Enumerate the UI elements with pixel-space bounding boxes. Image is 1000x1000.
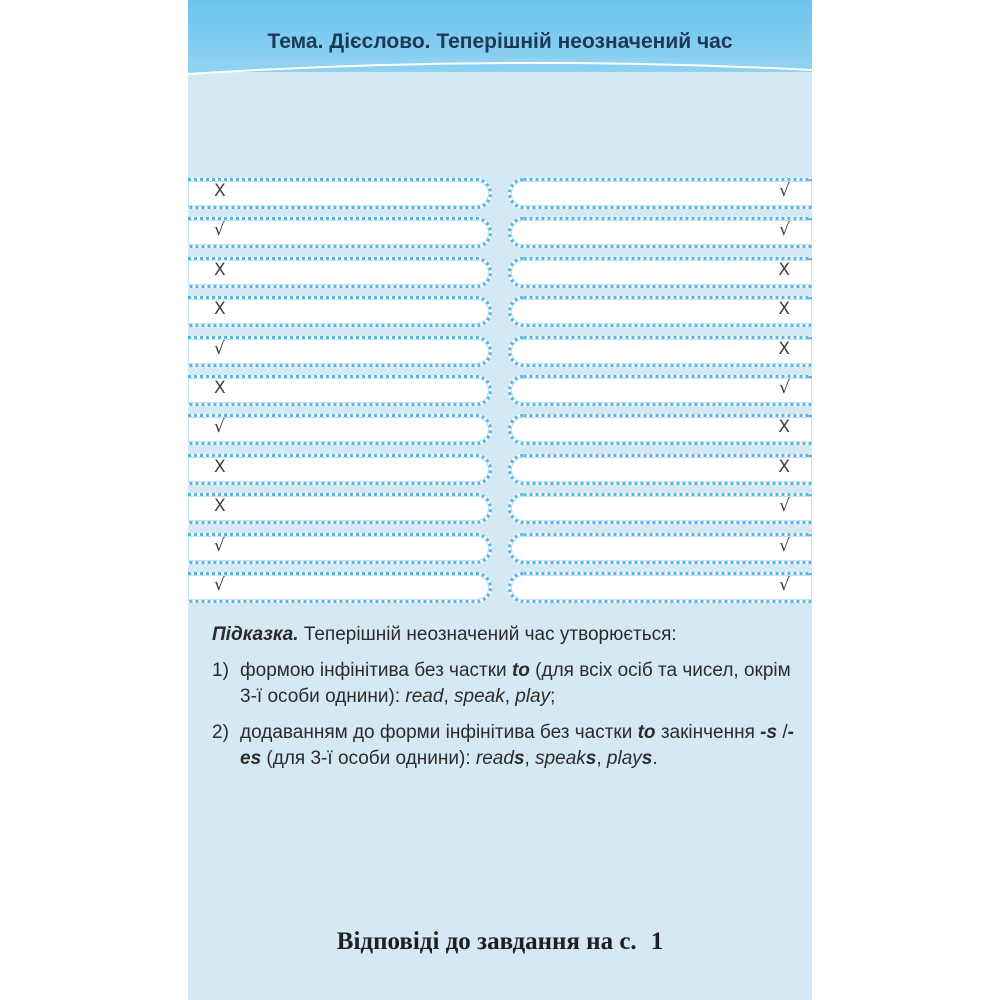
answer-strip-left [188, 375, 492, 406]
rule-1-part: формою інфінітива без частки [240, 660, 512, 681]
answer-strip-frame [508, 414, 812, 445]
answer-strip-frame [508, 296, 812, 327]
example-read: read [405, 686, 444, 707]
answer-strip-frame [508, 572, 812, 603]
example-reads-base: read [475, 748, 514, 769]
separator: . [652, 748, 658, 769]
page-title: Тема. Дієслово. Теперішній неозначений час [267, 30, 733, 53]
answer-strip-left [188, 572, 492, 603]
rule-2-part: (для 3-ї особи однини): [261, 748, 476, 769]
answer-strip-left [188, 533, 492, 564]
rule-1-number: 1) [212, 660, 229, 681]
separator: , [504, 686, 516, 707]
answer-strip-left [188, 178, 492, 209]
answer-mark: √ [779, 181, 790, 201]
example-speaks-ending: s [585, 748, 597, 769]
answer-strip-frame [188, 336, 492, 367]
example-speak: speak [454, 686, 505, 707]
rule-1-text [240, 658, 796, 710]
header-wave-decoration [188, 58, 812, 88]
answer-strip-right [508, 493, 812, 524]
example-plays-ending: s [641, 748, 653, 769]
answer-strip-frame [188, 296, 492, 327]
answer-mark: Х [214, 260, 226, 280]
separator: ; [550, 686, 556, 707]
example-play: play [515, 686, 551, 707]
answer-mark: Х [214, 378, 226, 398]
answer-mark: √ [214, 575, 225, 595]
rule-2-to: to [637, 722, 656, 743]
ending-s: -s [760, 722, 778, 743]
answer-mark: √ [779, 536, 790, 556]
answer-strip-frame [188, 493, 492, 524]
example-reads-ending: s [513, 748, 525, 769]
answer-strip-frame [188, 178, 492, 209]
answer-mark: √ [214, 417, 225, 437]
answer-strip-right [508, 414, 812, 445]
answer-strip-frame [188, 454, 492, 485]
separator: / [777, 722, 788, 743]
example-plays-base: play [606, 748, 642, 769]
answer-mark: √ [779, 575, 790, 595]
answer-mark: √ [214, 220, 225, 240]
answer-mark: √ [214, 339, 225, 359]
answer-strip-left [188, 296, 492, 327]
answer-mark: √ [214, 536, 225, 556]
answer-strip-right [508, 217, 812, 248]
answer-strip-frame [188, 217, 492, 248]
answer-mark: √ [779, 220, 790, 240]
answer-mark: Х [214, 496, 226, 516]
hint-intro [212, 622, 796, 648]
answer-strip-right [508, 375, 812, 406]
answer-mark: Х [778, 260, 790, 280]
footer-page-number: 1 [650, 928, 664, 955]
footer-text: Відповіді до завдання на с. [336, 928, 637, 955]
rule-2-number: 2) [212, 722, 229, 743]
answer-strip-left [188, 454, 492, 485]
answer-mark: Х [778, 299, 790, 319]
answer-strip-right [508, 572, 812, 603]
answer-strip-frame [188, 533, 492, 564]
rule-2-text [240, 720, 796, 772]
rule-1 [212, 658, 796, 710]
answer-card [188, 0, 812, 1000]
answer-mark: Х [778, 417, 790, 437]
answer-strip-right [508, 336, 812, 367]
hint-block [212, 622, 796, 772]
separator: , [524, 748, 536, 769]
answer-strip-frame [188, 375, 492, 406]
rule-2-part: закінчення [655, 722, 761, 743]
answer-strip-left [188, 493, 492, 524]
answer-strip-frame [188, 414, 492, 445]
rule-1-to: to [511, 660, 530, 681]
answer-strip-frame [508, 178, 812, 209]
ending-es: -es [240, 722, 794, 769]
hint-label: Підказка. [212, 624, 299, 645]
answer-strip-left [188, 414, 492, 445]
answer-strip-frame [508, 217, 812, 248]
answer-strip-frame [508, 336, 812, 367]
answer-strip-right [508, 296, 812, 327]
answer-strip-right [508, 178, 812, 209]
answer-mark: √ [779, 378, 790, 398]
answer-mark: Х [214, 457, 226, 477]
answer-strip-right [508, 257, 812, 288]
answer-strip-frame [508, 493, 812, 524]
answer-mark: √ [779, 496, 790, 516]
answer-mark: Х [778, 457, 790, 477]
answer-strip-frame [188, 572, 492, 603]
answer-mark: Х [214, 299, 226, 319]
hint-intro-text: Теперішній неозначений час утворюється: [303, 624, 677, 645]
rule-2-part: додаванням до форми інфінітива без частки [240, 722, 638, 743]
rule-1-part: (для всіх осіб та чисел, окрім 3-ї особи однини): [240, 660, 791, 707]
answer-strip-frame [508, 375, 812, 406]
footer-caption [188, 928, 812, 956]
answer-strip-right [508, 454, 812, 485]
answer-mark: Х [778, 339, 790, 359]
rule-2 [212, 720, 796, 772]
answer-strip-left [188, 257, 492, 288]
answer-strip-left [188, 217, 492, 248]
separator: , [596, 748, 607, 769]
answer-strip-right [508, 533, 812, 564]
answer-mark: Х [214, 181, 226, 201]
separator: , [443, 686, 454, 707]
answer-strip-left [188, 336, 492, 367]
answer-strip-frame [508, 257, 812, 288]
answer-strip-frame [508, 454, 812, 485]
example-speaks-base: speak [535, 748, 586, 769]
answer-strip-frame [508, 533, 812, 564]
answer-strip-frame [188, 257, 492, 288]
